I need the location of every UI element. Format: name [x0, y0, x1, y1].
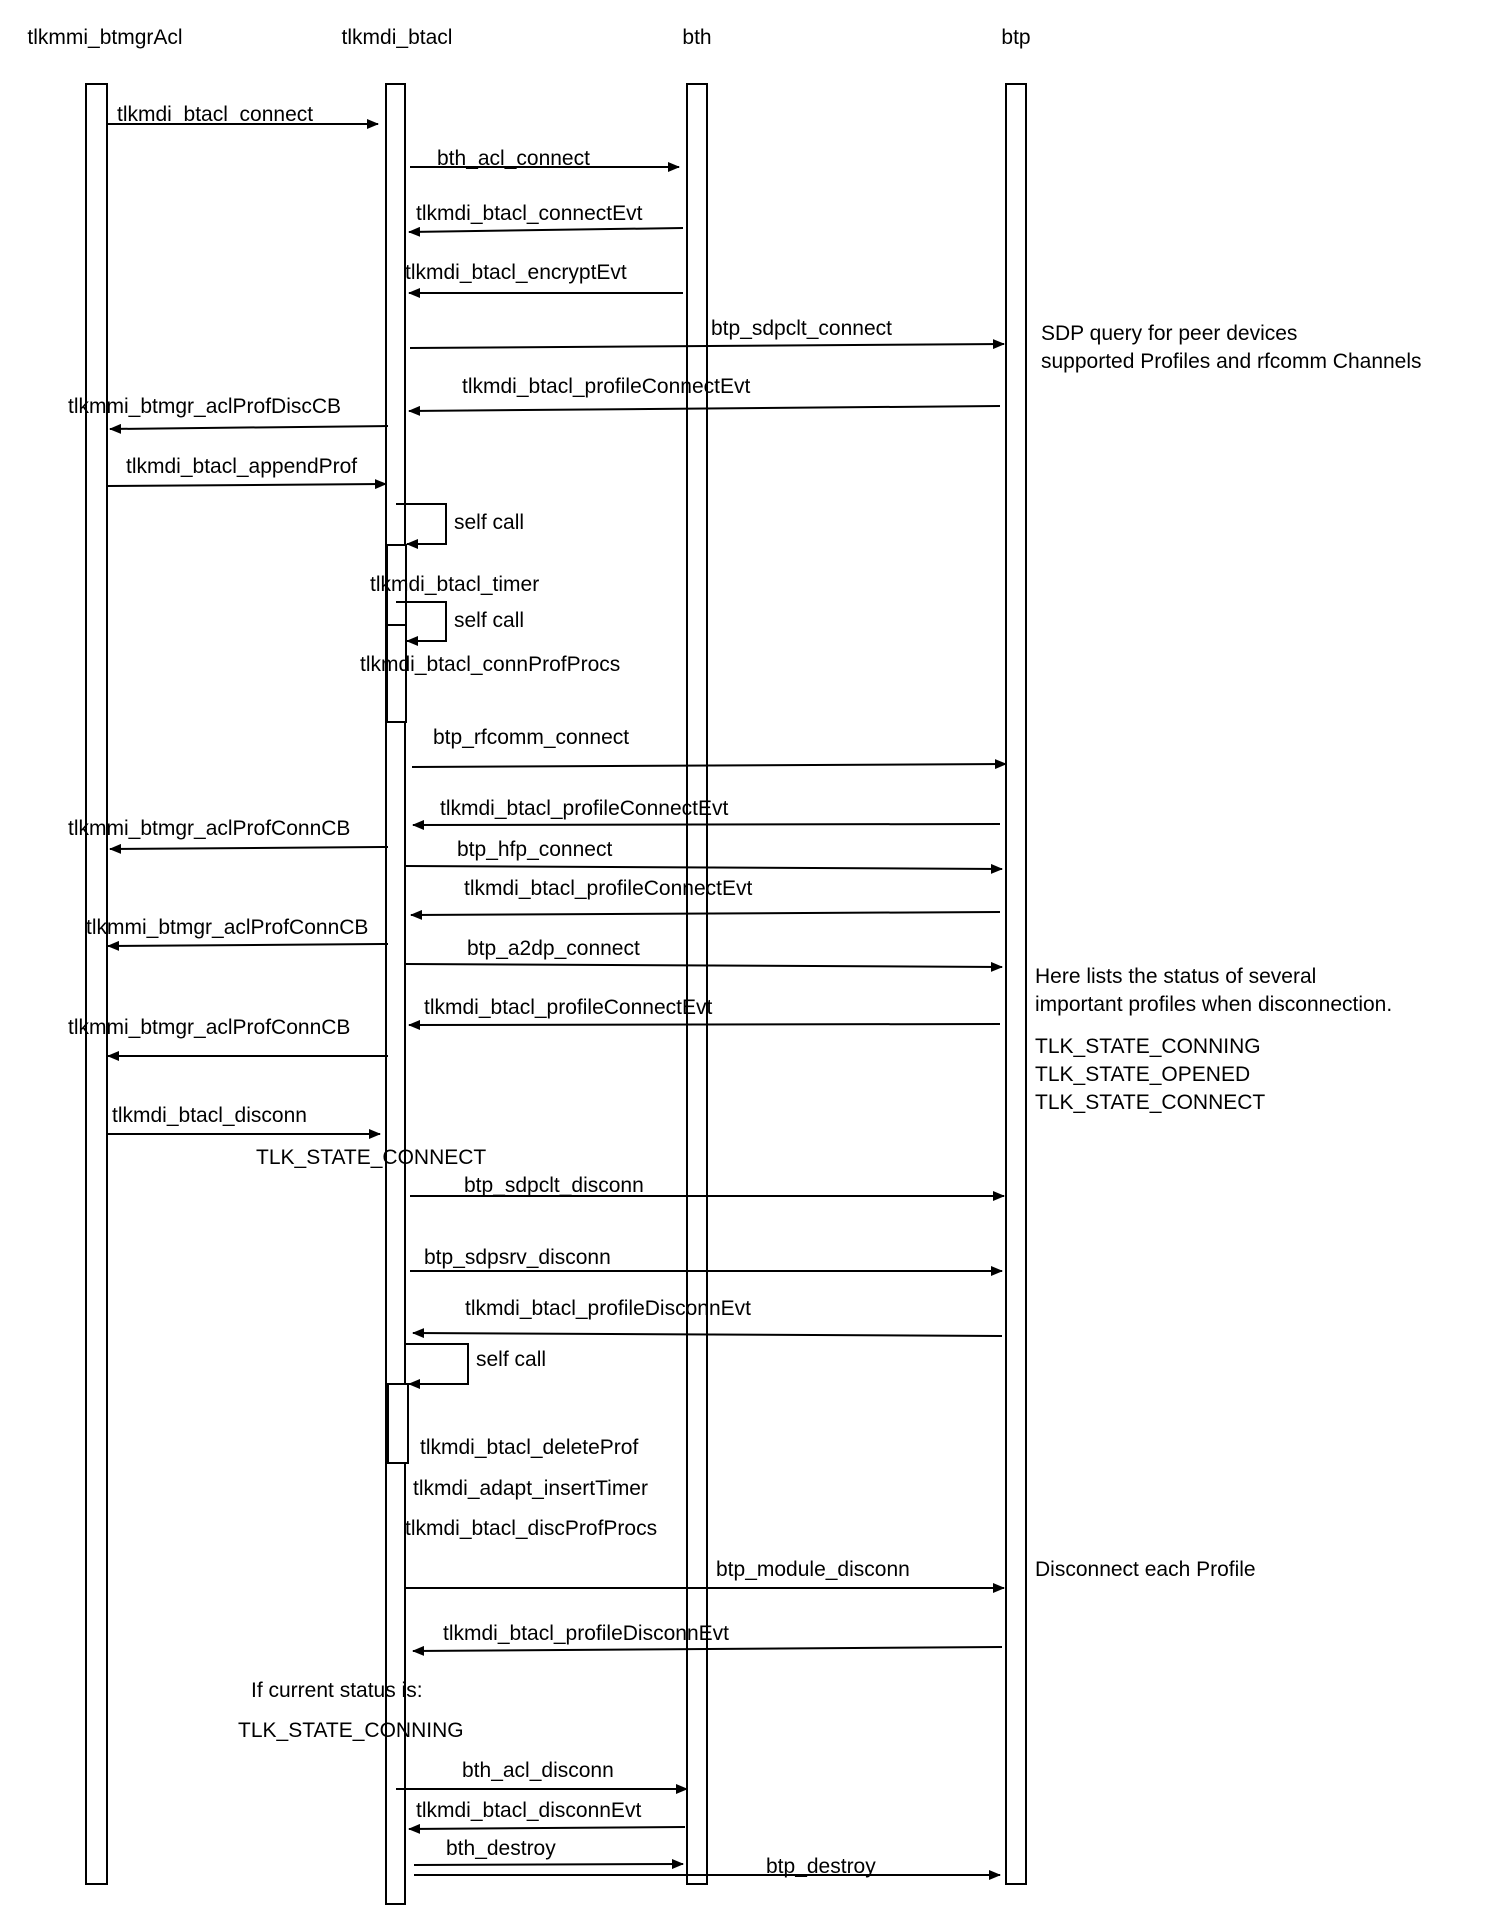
lifeline-tlkmmi-btmgracl [86, 84, 107, 1884]
note-state-opened: TLK_STATE_OPENED [1035, 1063, 1251, 1086]
participant-headers [27, 26, 1030, 49]
activation-delete [388, 1384, 408, 1463]
message-label: TLK_STATE_CONNECT [256, 1146, 487, 1169]
message-label: btp_sdpclt_disconn [464, 1174, 644, 1197]
note-status-line-1: Here lists the status of several [1035, 965, 1317, 988]
participant-label-btp: btp [1001, 26, 1031, 49]
message-label: btp_sdpclt_connect [711, 317, 892, 340]
arrow-aclprofdisccb [110, 426, 388, 429]
message-label: If current status is: [251, 1679, 423, 1702]
message-label: tlkmdi_btacl_profileConnectEvt [440, 797, 729, 820]
lifeline-tlkmdi-btacl [386, 84, 405, 1904]
message-label: bth_acl_connect [437, 147, 590, 170]
lifeline-btp [1006, 84, 1026, 1884]
message-label: tlkmmi_btmgr_aclProfDiscCB [68, 395, 342, 418]
note-state-connect: TLK_STATE_CONNECT [1035, 1091, 1266, 1114]
message-label: bth_destroy [446, 1837, 556, 1860]
message-label: tlkmmi_btmgr_aclProfConnCB [68, 817, 351, 840]
message-label: tlkmdi_btacl_connectEvt [416, 202, 643, 225]
note-sdp-line-2: supported Profiles and rfcomm Channels [1041, 350, 1422, 373]
message-label: tlkmdi_btacl_connProfProcs [360, 653, 621, 676]
arrow-aclprofconncb-1 [110, 847, 388, 849]
arrow-profileconnectevt-2 [413, 824, 1000, 825]
note-status-line-2: important profiles when disconnection. [1035, 993, 1393, 1016]
message-label: tlkmdi_btacl_connect [117, 103, 314, 126]
message-label: tlkmdi_btacl_profileDisconnEvt [465, 1297, 751, 1320]
message-label: tlkmdi_btacl_profileConnectEvt [424, 996, 713, 1019]
message-label: tlkmdi_btacl_encryptEvt [405, 261, 627, 284]
arrow-aclprofconncb-2 [108, 944, 388, 946]
message-label: tlkmdi_btacl_disconn [112, 1104, 307, 1127]
message-label: btp_hfp_connect [457, 838, 613, 861]
message-label: tlkmdi_btacl_deleteProf [420, 1436, 639, 1459]
note-sdp-line-1: SDP query for peer devices [1041, 322, 1298, 345]
message-label: tlkmdi_btacl_profileConnectEvt [464, 877, 753, 900]
message-label: self call [476, 1348, 547, 1371]
self-call-loop-3 [405, 1344, 468, 1384]
note-disconnect-profile: Disconnect each Profile [1035, 1558, 1256, 1581]
message-label: btp_a2dp_connect [467, 937, 640, 960]
message-label: btp_rfcomm_connect [433, 726, 630, 749]
message-label: tlkmdi_adapt_insertTimer [413, 1477, 648, 1500]
lifeline-bth [687, 84, 707, 1884]
arrow-disconnevt [409, 1827, 685, 1829]
message-label: self call [454, 609, 525, 632]
arrow-btp-rfcomm-connect [412, 764, 1006, 767]
message-label: bth_acl_disconn [462, 1759, 614, 1782]
message-label: tlkmmi_btmgr_aclProfConnCB [68, 1016, 351, 1039]
message-label: tlkmdi_btacl_profileConnectEvt [462, 375, 751, 398]
message-label: tlkmmi_btmgr_aclProfConnCB [86, 916, 369, 939]
arrow-bth-destroy [414, 1864, 683, 1865]
side-notes [1035, 322, 1422, 1581]
message-label: TLK_STATE_CONNING [238, 1719, 464, 1742]
note-state-conning: TLK_STATE_CONNING [1035, 1035, 1261, 1058]
message-label: btp_sdpsrv_disconn [424, 1246, 611, 1269]
message-label: tlkmdi_btacl_disconnEvt [416, 1799, 642, 1822]
arrow-profileconnectevt-4 [409, 1024, 1000, 1025]
message-label: btp_destroy [766, 1855, 876, 1878]
message-label: self call [454, 511, 525, 534]
participant-label-bth: bth [682, 26, 712, 49]
message-label: tlkmdi_btacl_appendProf [126, 455, 358, 478]
arrow-connectevt [409, 228, 683, 232]
arrow-appendprof [107, 484, 386, 486]
message-label: tlkmdi_btacl_timer [370, 573, 540, 596]
message-labels [68, 103, 910, 1878]
message-label: btp_module_disconn [716, 1558, 910, 1581]
participant-label-tlkmmi-btmgracl: tlkmmi_btmgrAcl [27, 26, 183, 49]
message-label: tlkmdi_btacl_discProfProcs [405, 1517, 658, 1540]
participant-label-tlkmdi-btacl: tlkmdi_btacl [341, 26, 453, 49]
message-label: tlkmdi_btacl_profileDisconnEvt [443, 1622, 729, 1645]
